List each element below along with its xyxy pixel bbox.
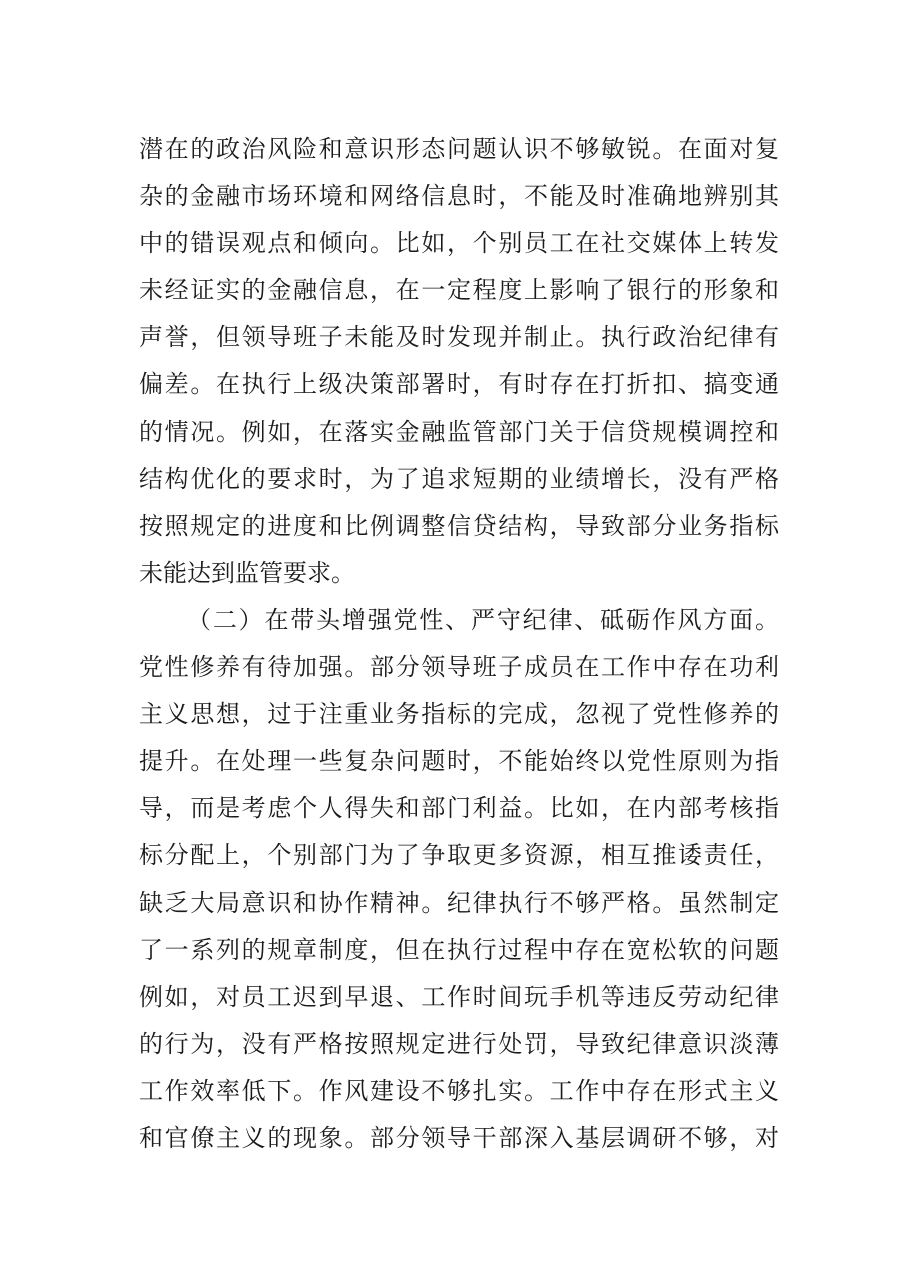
text-line: 结构优化的要求时，为了追求短期的业绩增长，没有严格 — [139, 464, 779, 493]
text-line: 的行为，没有严格按照规定进行处罚，导致纪律意识淡薄 — [139, 1029, 779, 1058]
text-line: 潜在的政治风险和意识形态问题认识不够敏锐。在面对复 — [139, 135, 779, 163]
section-heading-line: （二）在带头增强党性、严守纪律、砥砺作风方面。 — [187, 605, 779, 634]
text-line: 例如，对员工迟到早退、工作时间玩手机等违反劳动纪律 — [139, 982, 779, 1011]
text-line: 的情况。例如，在落实金融监管部门关于信贷规模调控和 — [139, 417, 779, 446]
document-body — [139, 126, 779, 1162]
text-line: 标分配上，个别部门为了争取更多资源，相互推诿责任， — [139, 841, 779, 870]
text-line: 按照规定的进度和比例调整信贷结构，导致部分业务指标 — [139, 511, 779, 540]
text-line: 未经证实的金融信息，在一定程度上影响了银行的形象和 — [139, 276, 779, 305]
text-line: 提升。在处理一些复杂问题时，不能始终以党性原则为指 — [139, 747, 779, 776]
text-line: 杂的金融市场环境和网络信息时，不能及时准确地辨别其 — [139, 182, 779, 211]
text-line: 偏差。在执行上级决策部署时，有时存在打折扣、搞变通 — [139, 370, 779, 399]
text-line: 工作效率低下。作风建设不够扎实。工作中存在形式主义 — [139, 1076, 779, 1105]
text-line: 中的错误观点和倾向。比如，个别员工在社交媒体上转发 — [139, 229, 779, 258]
text-line: 党性修养有待加强。部分领导班子成员在工作中存在功利 — [139, 653, 779, 682]
text-line: 了一系列的规章制度，但在执行过程中存在宽松软的问题 — [139, 935, 779, 964]
text-line: 导，而是考虑个人得失和部门利益。比如，在内部考核指 — [139, 794, 779, 823]
text-line: 声誉，但领导班子未能及时发现并制止。执行政治纪律有 — [139, 323, 779, 352]
text-line: 主义思想，过于注重业务指标的完成，忽视了党性修养的 — [139, 700, 779, 729]
text-line: 缺乏大局意识和协作精神。纪律执行不够严格。虽然制定 — [139, 888, 779, 917]
text-line: 未能达到监管要求。 — [139, 558, 355, 587]
text-line: 和官僚主义的现象。部分领导干部深入基层调研不够，对 — [139, 1123, 779, 1152]
